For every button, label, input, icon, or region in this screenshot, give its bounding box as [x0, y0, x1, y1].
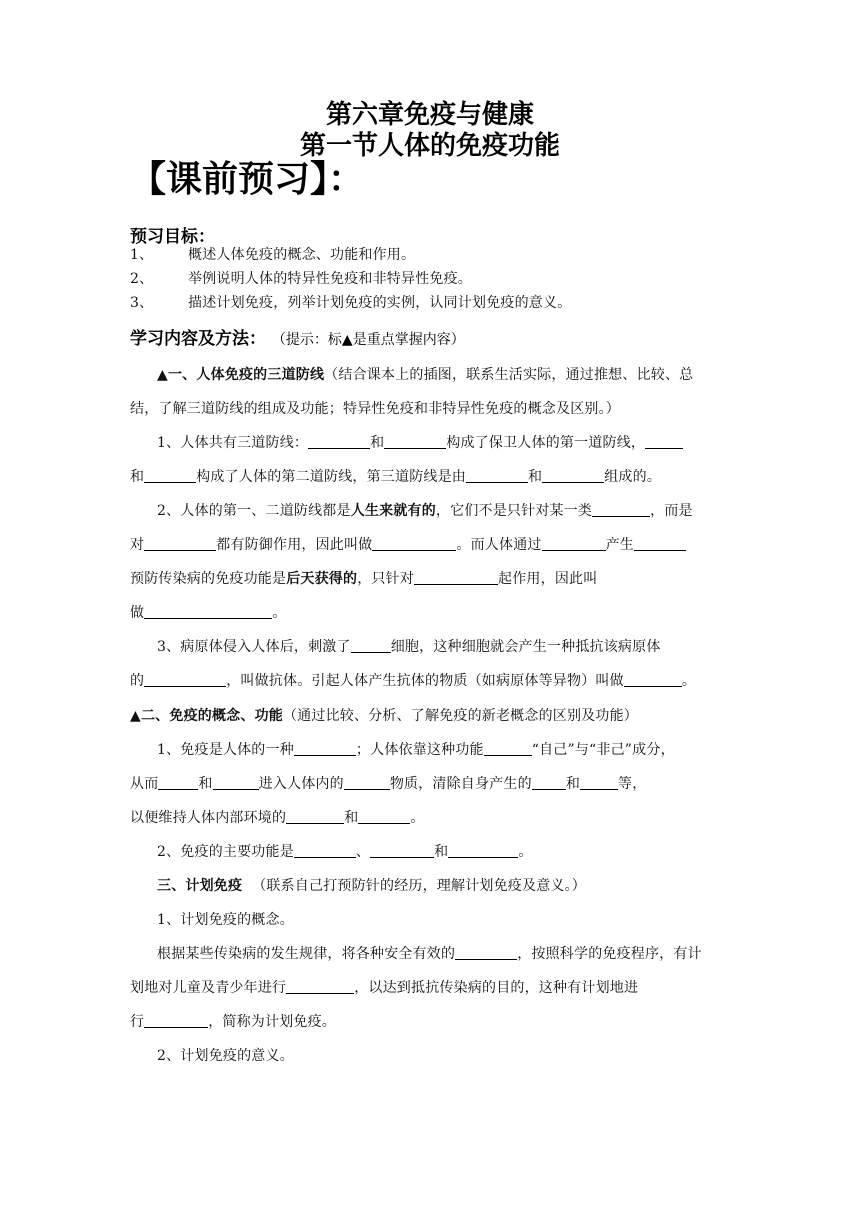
text: 都有防御作用，因此叫做 — [216, 537, 373, 553]
text: 做 — [130, 605, 145, 621]
text: 根据某些传染病的发生规律，将各种安全有效的 — [157, 946, 456, 962]
s1-q2-line2 — [130, 535, 730, 555]
s1-q2-line3 — [130, 569, 730, 589]
text: 。而人体通过 — [456, 537, 542, 553]
text: ，而是 — [650, 503, 693, 519]
fill-blank[interactable] — [144, 672, 226, 687]
s3-q2 — [157, 1046, 757, 1066]
section1-line1 — [157, 365, 757, 385]
fill-blank[interactable] — [372, 536, 456, 551]
fill-blank[interactable] — [213, 775, 259, 790]
goal-text: 描述计划免疫，列举计划免疫的实例，认同计划免疫的意义。 — [188, 295, 572, 311]
text: ，按照科学的免疫程序，有计 — [517, 946, 702, 962]
bold-text: 人生来就有的 — [350, 503, 436, 519]
fill-blank[interactable] — [158, 775, 198, 790]
s2-q1-line3 — [130, 808, 730, 828]
fill-blank[interactable] — [358, 809, 410, 824]
section1-title: ▲一、人体免疫的三道防线 — [157, 367, 325, 383]
text: 和 — [198, 776, 213, 792]
fill-blank[interactable] — [484, 741, 532, 756]
method-heading — [130, 324, 465, 349]
preview-heading: 【课前预习】： — [130, 159, 365, 200]
fill-blank[interactable] — [645, 434, 683, 449]
text: ，只针对 — [357, 571, 415, 587]
text: 和 — [434, 844, 449, 860]
fill-blank[interactable] — [580, 775, 618, 790]
s1-q1-line1 — [157, 433, 757, 453]
text: 1、人体共有三道防线： — [157, 435, 309, 451]
chapter-title: 第六章免疫与健康 — [325, 100, 534, 130]
s3-para-line1 — [157, 944, 757, 964]
goal-number: 2、 — [130, 271, 154, 287]
s2-q1-line2 — [130, 774, 730, 794]
fill-blank[interactable] — [286, 809, 344, 824]
text: 1、计划免疫的概念。 — [157, 912, 294, 928]
text: 细胞，这种细胞就会产生一种抵抗该病原体 — [390, 639, 661, 655]
section2-title: ▲二、免疫的概念、功能 — [130, 708, 283, 724]
text: 。 — [681, 673, 697, 689]
s1-q2-line4 — [130, 603, 730, 623]
fill-blank[interactable] — [286, 979, 354, 994]
text: 物质，清除自身产生的 — [389, 776, 532, 792]
text: 、 — [355, 844, 371, 860]
section3-desc: （联系自己打预防针的经历，理解计划免疫及意义。） — [252, 878, 587, 894]
bold-text: 后天获得的 — [286, 571, 358, 587]
s1-q1-line2 — [130, 467, 730, 487]
goal-item-1 — [130, 245, 730, 265]
text: 的 — [130, 673, 145, 689]
text: 预防传染病的免疫功能是 — [130, 571, 287, 587]
section1-desc-cont: 结，了解三道防线的组成及功能；特异性免疫和非特异性免疫的概念及区别。） — [130, 401, 620, 417]
goals-heading: 预习目标： — [130, 227, 215, 247]
text: 3、病原体侵入人体后，刺激了 — [157, 639, 351, 655]
fill-blank[interactable] — [144, 468, 196, 483]
goal-text: 概述人体免疫的概念、功能和作用。 — [188, 247, 416, 263]
fill-blank[interactable] — [144, 536, 216, 551]
fill-blank[interactable] — [466, 468, 528, 483]
s1-q2-line1 — [157, 501, 757, 521]
text: 等， — [618, 776, 647, 792]
text: 以便维持人体内部环境的 — [130, 810, 287, 826]
text: ，以达到抵抗传染病的目的，这种有计划地进 — [354, 980, 639, 996]
section1-desc: （结合课本上的插图，联系生活实际，通过推想、比较、总 — [324, 367, 694, 383]
fill-blank[interactable] — [344, 775, 390, 790]
fill-blank[interactable] — [592, 502, 650, 517]
text: 产生 — [605, 537, 635, 553]
text: 和 — [344, 810, 359, 826]
text: 。 — [410, 810, 425, 826]
fill-blank[interactable] — [448, 843, 518, 858]
text: 进入人体内的 — [258, 776, 344, 792]
text: 构成了人体的第二道防线，第三道防线是由 — [196, 469, 467, 485]
text: 2、免疫的主要功能是 — [157, 844, 294, 860]
text: 行 — [130, 1014, 145, 1030]
goal-item-2 — [130, 269, 730, 289]
fill-blank[interactable] — [294, 843, 356, 858]
text: “自己”与“非己”成分， — [531, 742, 675, 758]
method-heading-text: 学习内容及方法： — [130, 329, 266, 349]
goal-item-3 — [130, 293, 730, 313]
text: ；人体依靠这种功能 — [355, 742, 484, 758]
fill-blank[interactable] — [351, 638, 391, 653]
text: ，简称为计划免疫。 — [208, 1014, 337, 1030]
fill-blank[interactable] — [455, 945, 517, 960]
text: 和 — [565, 776, 581, 792]
text: 组成的。 — [604, 469, 662, 485]
section3-title: 三、计划免疫 — [157, 878, 243, 894]
s2-q2-line1 — [157, 842, 757, 862]
goal-text: 举例说明人体的特异性免疫和非特异性免疫。 — [188, 271, 472, 287]
fill-blank[interactable] — [532, 775, 566, 790]
fill-blank[interactable] — [542, 468, 604, 483]
fill-blank[interactable] — [370, 843, 434, 858]
fill-blank[interactable] — [634, 536, 686, 551]
fill-blank[interactable] — [144, 604, 272, 619]
section3-line1 — [157, 876, 757, 896]
s1-q3-line1 — [157, 637, 757, 657]
text: 和 — [130, 469, 145, 485]
text: 对 — [130, 537, 145, 553]
text: 构成了保卫人体的第一道防线， — [446, 435, 646, 451]
text: 。 — [272, 605, 287, 621]
fill-blank[interactable] — [414, 570, 498, 585]
fill-blank[interactable] — [308, 434, 370, 449]
text: 1、免疫是人体的一种 — [157, 742, 294, 758]
text: ，它们不是只针对某一类 — [435, 503, 593, 519]
section2-desc: （通过比较、分析、了解免疫的新老概念的区别及功能） — [282, 708, 638, 724]
method-note: （提示：标▲是重点掌握内容） — [271, 332, 465, 348]
s3-para-line2 — [130, 978, 730, 998]
text: 划地对儿童及青少年进行 — [130, 980, 287, 996]
fill-blank[interactable] — [624, 672, 682, 687]
fill-blank[interactable] — [384, 434, 446, 449]
fill-blank[interactable] — [294, 741, 356, 756]
text: 从而 — [130, 776, 159, 792]
text: 2、计划免疫的意义。 — [157, 1048, 294, 1064]
goal-number: 1、 — [130, 247, 154, 263]
fill-blank[interactable] — [144, 1013, 208, 1028]
s2-q1-line1 — [157, 740, 757, 760]
text: 。 — [518, 844, 533, 860]
text: 和 — [370, 435, 385, 451]
goal-number: 3、 — [130, 295, 154, 311]
s1-q3-line2 — [130, 671, 730, 691]
section-title: 第一节人体的免疫功能 — [299, 131, 560, 161]
text: ，叫做抗体。引起人体产生抗体的物质（如病原体等异物）叫做 — [226, 673, 624, 689]
fill-blank[interactable] — [542, 536, 606, 551]
text: 和 — [528, 469, 543, 485]
section1-line2 — [130, 399, 730, 419]
section2-line1 — [130, 706, 730, 726]
s3-para-line3 — [130, 1012, 730, 1032]
s3-q1 — [157, 910, 757, 930]
text: 起作用，因此叫 — [498, 571, 598, 587]
text: 2、人体的第一、二道防线都是 — [157, 503, 351, 519]
